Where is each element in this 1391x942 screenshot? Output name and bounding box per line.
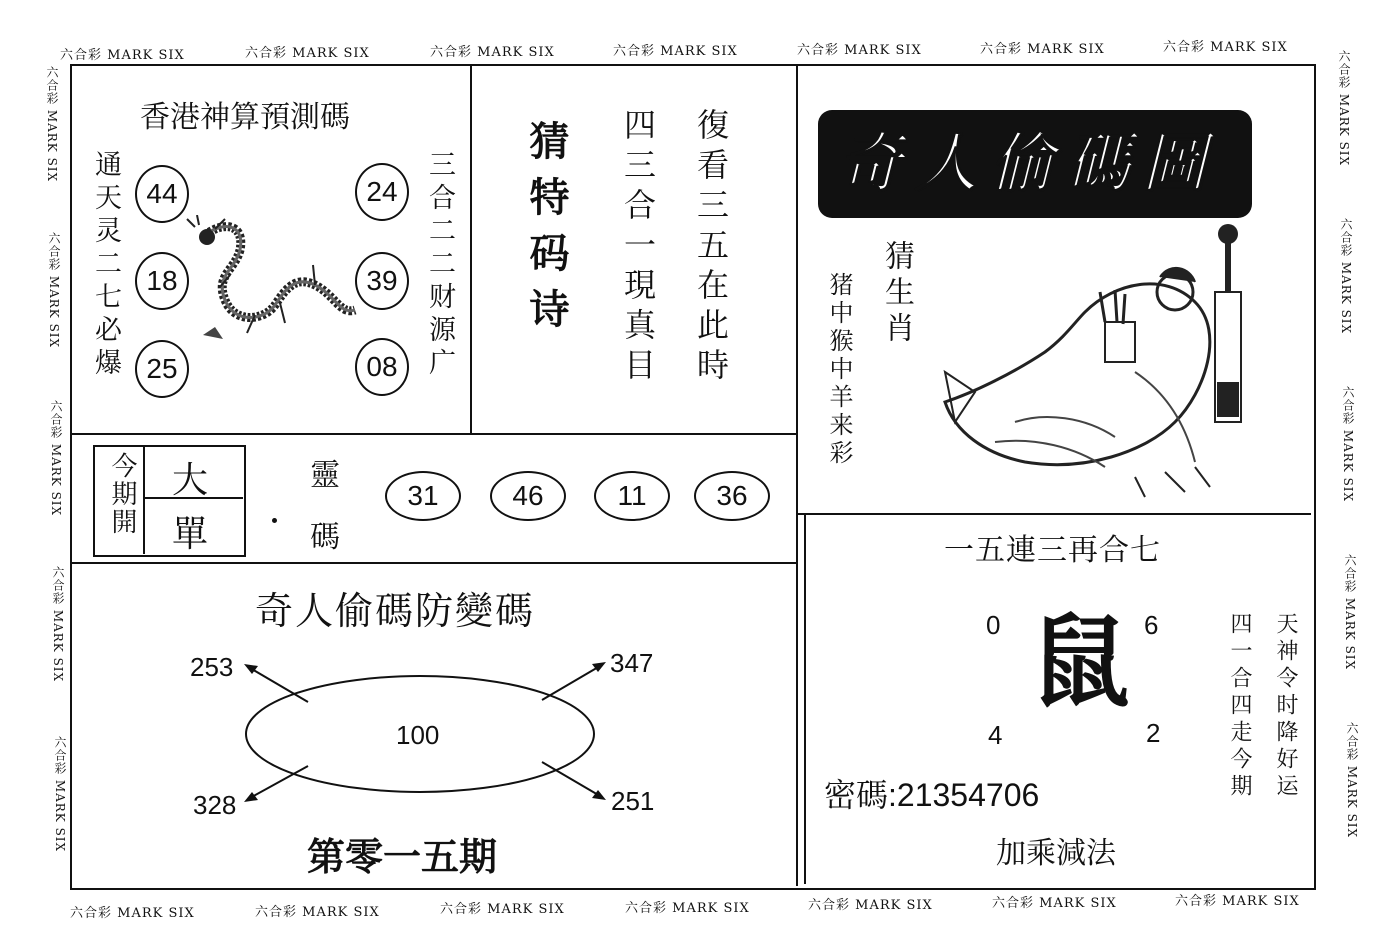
- rat-method: 加乘減法: [996, 836, 1116, 871]
- period-label: 今期開: [107, 452, 137, 536]
- rat-password-label: 密碼:: [824, 777, 897, 813]
- divider-v-main: [796, 66, 798, 886]
- rat-zodiac: 鼠: [1030, 603, 1130, 721]
- border-bottom-3: 六合彩 MARK SIX: [440, 902, 565, 917]
- border-left-3: 六合彩 MARK SIX: [49, 400, 63, 517]
- prevent-title: 奇人偷碼防變碼: [255, 589, 536, 633]
- border-top-2: 六合彩 MARK SIX: [245, 46, 370, 61]
- border-left-2: 六合彩 MARK SIX: [47, 232, 61, 349]
- border-left-4: 六合彩 MARK SIX: [51, 566, 65, 683]
- border-right-3: 六合彩 MARK SIX: [1341, 386, 1355, 503]
- rat-top-left: 0: [986, 610, 1001, 640]
- border-top-7: 六合彩 MARK SIX: [1163, 40, 1288, 55]
- hk-number-44: 44: [135, 165, 189, 223]
- hk-number-08: 08: [355, 338, 409, 396]
- border-bottom-2: 六合彩 MARK SIX: [255, 905, 380, 920]
- border-right-1: 六合彩 MARK SIX: [1337, 50, 1351, 167]
- hk-number-24: 24: [355, 163, 409, 221]
- divider-h-left-2: [72, 562, 797, 564]
- period-box-divider-v: [143, 446, 145, 554]
- rat-headline: 一五連三再合七: [944, 533, 1161, 568]
- hk-number-39: 39: [355, 252, 409, 310]
- hk-panel-title: 香港神算預測碼: [140, 100, 350, 135]
- border-right-4: 六合彩 MARK SIX: [1343, 554, 1357, 671]
- dragon-icon: [185, 215, 365, 355]
- period-single: 單: [172, 514, 209, 555]
- poem-column-1: 四三合一現真目: [619, 108, 657, 388]
- hk-number-25: 25: [135, 340, 189, 398]
- divider-h-right: [797, 513, 1311, 515]
- ling-number-11: 11: [594, 471, 670, 521]
- hk-number-18: 18: [135, 252, 189, 310]
- rat-bottom-right: 2: [1146, 718, 1161, 748]
- thief-hint: 猪中猴中羊来彩: [825, 272, 853, 468]
- border-bottom-7: 六合彩 MARK SIX: [1175, 894, 1300, 909]
- ling-number-31: 31: [385, 471, 461, 521]
- border-bottom-6: 六合彩 MARK SIX: [992, 896, 1117, 911]
- divider-v-right-bottom: [804, 514, 806, 884]
- prevent-top-left: 253: [190, 652, 234, 682]
- poem-title-column: 猜特码诗: [523, 120, 570, 344]
- rat-column-2: 天神令时降好运: [1273, 612, 1298, 801]
- ling-number-46: 46: [490, 471, 566, 521]
- period-big: 大: [172, 460, 209, 501]
- border-bottom-5: 六合彩 MARK SIX: [808, 898, 933, 913]
- prevent-issue: 第零一五期: [307, 835, 498, 879]
- border-top-1: 六合彩 MARK SIX: [60, 48, 185, 63]
- ling-dot: [272, 518, 277, 523]
- border-bottom-1: 六合彩 MARK SIX: [70, 906, 195, 921]
- rat-top-right: 6: [1144, 610, 1159, 640]
- border-top-5: 六合彩 MARK SIX: [797, 43, 922, 58]
- border-right-5: 六合彩 MARK SIX: [1345, 722, 1359, 839]
- rat-bottom-left: 4: [988, 720, 1003, 750]
- poem-column-2: 復看三五在此時: [692, 108, 730, 388]
- ling-label-top: 靈: [310, 458, 340, 493]
- hk-left-column: 通天灵二七必爆: [90, 150, 121, 381]
- border-top-3: 六合彩 MARK SIX: [430, 45, 555, 60]
- prevent-center: 100: [396, 720, 440, 750]
- border-left-1: 六合彩 MARK SIX: [45, 66, 59, 183]
- divider-v-left-top: [470, 66, 472, 434]
- border-bottom-4: 六合彩 MARK SIX: [625, 901, 750, 916]
- scholar-icon: [935, 222, 1275, 502]
- ling-label-bottom: 碼: [310, 520, 340, 555]
- border-top-4: 六合彩 MARK SIX: [613, 44, 738, 59]
- rat-password: [824, 770, 1039, 816]
- border-top-6: 六合彩 MARK SIX: [980, 42, 1105, 57]
- prevent-bottom-right: 251: [611, 786, 655, 816]
- divider-h-left-1: [72, 433, 797, 435]
- rat-password-value: 21354706: [896, 777, 1040, 813]
- prevent-bottom-left: 328: [193, 790, 237, 820]
- hk-right-column: 三合二二财源广: [424, 150, 455, 381]
- border-right-2: 六合彩 MARK SIX: [1339, 218, 1353, 335]
- rat-column-1: 四一合四走今期: [1227, 612, 1252, 801]
- prevent-top-right: 347: [610, 648, 654, 678]
- ling-number-36: 36: [694, 471, 770, 521]
- thief-banner-text: 奇人偷碼圖: [838, 127, 1218, 201]
- border-left-5: 六合彩 MARK SIX: [53, 736, 67, 853]
- thief-guess-title: 猜生肖: [879, 240, 914, 348]
